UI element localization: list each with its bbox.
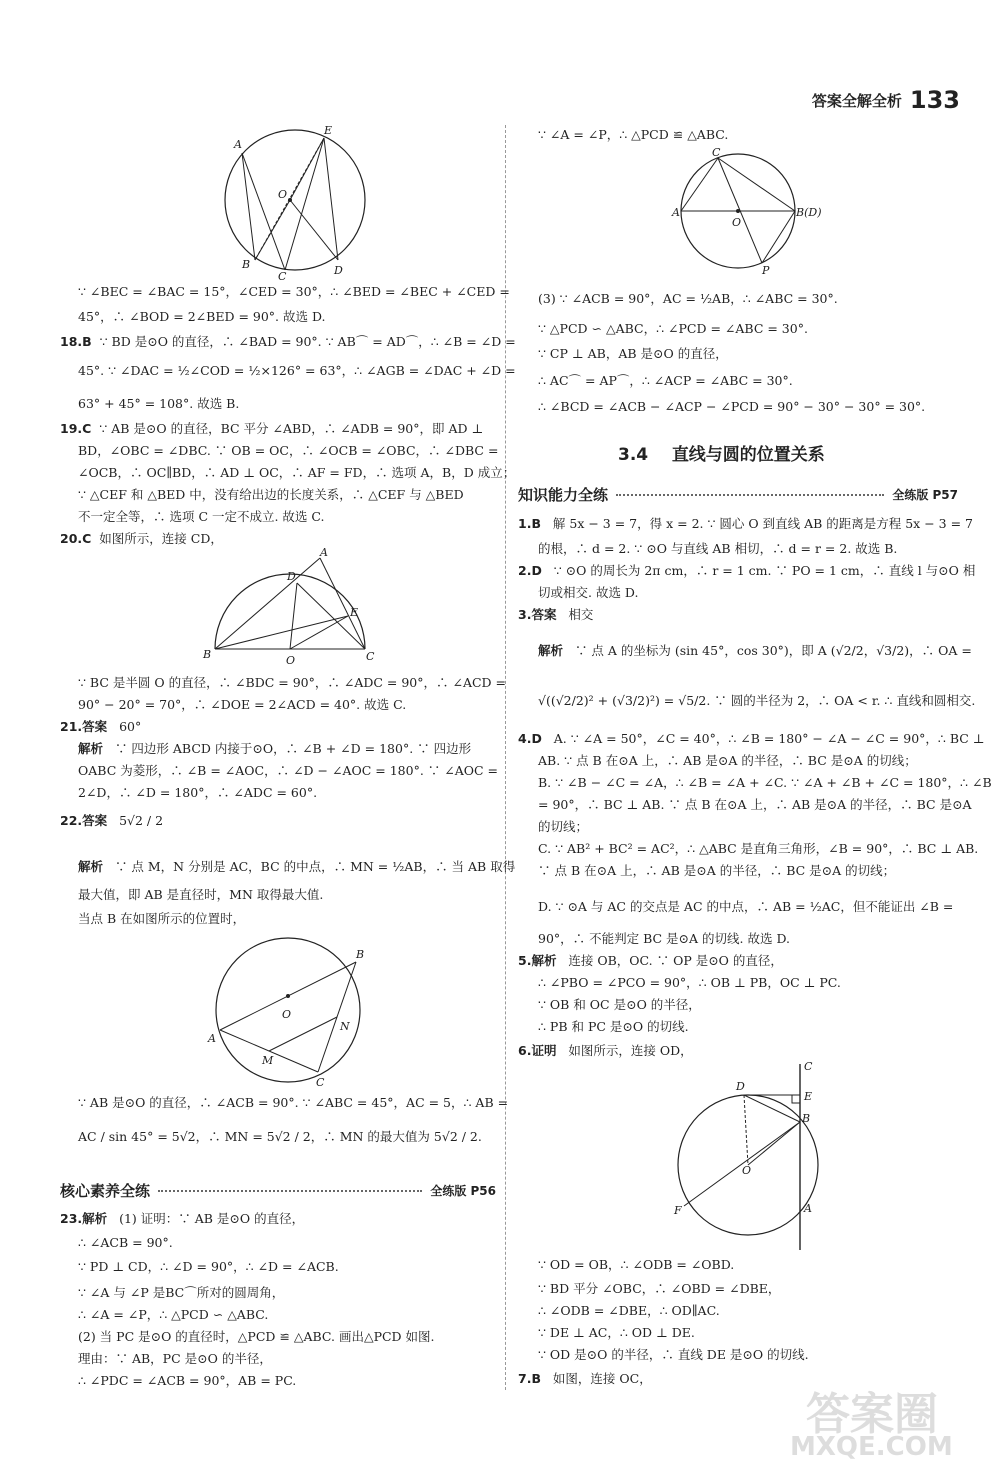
- fig3-label-m: M: [262, 1054, 274, 1067]
- fig4-label-p: P: [762, 264, 770, 277]
- text-line: 2∠D，∴ ∠D = 180°，∴ ∠ADC = 60°.: [78, 785, 318, 800]
- text-line: 不一定全等，∴ 选项 C 一定不成立. 故选 C.: [78, 509, 325, 524]
- text-line: ∴ ∠ODB = ∠DBE，∴ OD∥AC.: [538, 1303, 720, 1318]
- section-bar-version: 全练版 P57: [892, 488, 958, 502]
- analysis-label: 解析: [78, 859, 104, 874]
- text-line: (2) 当 PC 是⊙O 的直径时，△PCD ≌ △ABC. 画出△PCD 如图.: [78, 1329, 435, 1344]
- text-line: ∵ △CEF 和 △BED 中，没有给出边的长度关系，∴ △CEF 与 △BED: [78, 487, 464, 502]
- text-line: 当点 B 在如图所示的位置时，: [78, 911, 246, 926]
- question-number: 23.解析: [60, 1211, 108, 1226]
- fig3-label-a: A: [208, 1032, 216, 1045]
- fig5-label-a: A: [804, 1202, 812, 1215]
- text-line: 45°，∴ ∠BOD = 2∠BED = 90°. 故选 D.: [78, 309, 326, 324]
- text-line: 的切线；: [538, 819, 589, 834]
- header-title: 答案全解全析: [811, 91, 902, 110]
- fig5-label-d: D: [736, 1080, 745, 1093]
- fig1-label-d: D: [334, 264, 343, 277]
- answer-text: (1) 证明：∵ AB 是⊙O 的直径，: [119, 1211, 305, 1226]
- text-line: 63° + 45° = 108°. 故选 B.: [78, 396, 240, 411]
- text-line: ∴ ∠A = ∠P，∴ △PCD ∽ △ABC.: [78, 1307, 269, 1322]
- text-line: ∴ ∠PBO = ∠PCO = 90°，∴ OB ⊥ PB，OC ⊥ PC.: [538, 975, 841, 990]
- text-line: ∵ OB 和 OC 是⊙O 的半径，: [538, 997, 701, 1012]
- text-line: OABC 为菱形，∴ ∠B = ∠AOC，∴ ∠D − ∠AOC = 180°. ∵ ∠AOC =: [78, 763, 499, 778]
- fig4-label-c: C: [712, 146, 721, 159]
- analysis-line: [78, 858, 515, 876]
- text-line: ∵ CP ⊥ AB，AB 是⊙O 的直径，: [538, 346, 728, 361]
- question-number: 5.解析: [518, 953, 557, 968]
- text-line: 90° − 20° = 70°，∴ ∠DOE = 2∠ACD = 40°. 故选 C.: [78, 697, 407, 712]
- text-line: 切或相交. 故选 D.: [538, 585, 639, 600]
- fig2-label-a: A: [320, 546, 328, 559]
- answer-3: [518, 606, 593, 624]
- text-line: ∵ BD 平分 ∠OBC，∴ ∠OBD = ∠DBE，: [538, 1281, 781, 1296]
- text-line: ∵ ∠A 与 ∠P 是BC⌒所对的圆周角，: [78, 1285, 285, 1300]
- answer-text: 如图，连接 OC，: [552, 1371, 652, 1386]
- fig2-label-e: E: [350, 606, 359, 619]
- text-line: BD，∠OBC = ∠DBC. ∵ OB = OC，∴ ∠OCB = ∠OBC，∴ ∠DBC =: [78, 443, 499, 458]
- fig4-label-o: O: [732, 216, 742, 229]
- question-18: [60, 333, 516, 351]
- answer-2: [518, 562, 975, 580]
- text-line: C. ∵ AB² + BC² = AC²，∴ △ABC 是直角三角形，∠B = 90°，∴ BC ⊥ AB.: [538, 841, 979, 856]
- fig3-label-c: C: [316, 1076, 325, 1089]
- page-number: 133: [909, 86, 960, 114]
- text-line: ∵ ∠A = ∠P，∴ △PCD ≌ △ABC.: [538, 127, 729, 142]
- fig3-label-o: O: [282, 1008, 292, 1021]
- section-title: [618, 440, 825, 465]
- text-line: ∴ ∠ACB = 90°.: [78, 1235, 173, 1250]
- answer-text: ∵ 点 M，N 分别是 AC，BC 的中点，∴ MN = ½AB，∴ 当 AB 取得: [114, 859, 516, 874]
- watermark-logo: 答案圈: [806, 1389, 938, 1440]
- answer-text: 连接 OB，OC. ∵ OP 是⊙O 的直径，: [568, 953, 783, 968]
- answer-5: [518, 952, 783, 970]
- text-line: ∴ AC⌒ = AP⌒，∴ ∠ACP = ∠ABC = 30°.: [538, 373, 793, 388]
- text-line: AC / sin 45° = 5√2，∴ MN = 5√2 / 2，∴ MN 的最大值为 5√2 / 2.: [78, 1129, 482, 1144]
- text-line: (3) ∵ ∠ACB = 90°，AC = ½AB，∴ ∠ABC = 30°.: [538, 291, 838, 306]
- figure-circle-1: [220, 120, 390, 283]
- fig1-label-a: A: [234, 138, 242, 151]
- fig2-label-b: B: [203, 648, 212, 661]
- answer-text: ∵ 四边形 ABCD 内接于⊙O，∴ ∠B + ∠D = 180°. ∵ 四边形: [114, 741, 472, 756]
- text-line: ∵ PD ⊥ CD，∴ ∠D = 90°，∴ ∠D = ∠ACB.: [78, 1259, 339, 1274]
- text-line: 理由：∵ AB，PC 是⊙O 的半径，: [78, 1351, 272, 1366]
- answer-7: [518, 1370, 652, 1388]
- question-number: 3.答案: [518, 607, 557, 622]
- answer-6: [518, 1042, 693, 1060]
- figure-semicircle: [200, 546, 380, 666]
- section-number: 3.4: [618, 445, 649, 465]
- fig5-label-c: C: [804, 1060, 813, 1073]
- figure-circle-4: [672, 146, 838, 277]
- fig2-label-c: C: [366, 650, 375, 663]
- answer-text: 解 5x − 3 = 7，得 x = 2. ∵ 圆心 O 到直线 AB 的距离是方程 5x − 3 = 7: [552, 516, 973, 531]
- fig5-label-o: O: [742, 1164, 752, 1177]
- fig1-label-e: E: [324, 124, 333, 137]
- question-20: [60, 530, 223, 548]
- answer-text: ∵ ⊙O 的周长为 2π cm，∴ r = 1 cm. ∵ PO = 1 cm，∴ 直线 l 与⊙O 相: [553, 563, 976, 578]
- text-line: 的根，∴ d = 2. ∵ ⊙O 与直线 AB 相切，∴ d = r = 2. 故选 B.: [538, 541, 898, 556]
- section-bar-title: 核心素养全练: [60, 1182, 151, 1200]
- analysis-line: [538, 642, 972, 660]
- text-line: 最大值，即 AB 是直径时，MN 取得最大值.: [78, 887, 324, 902]
- text-line: 45°. ∵ ∠DAC = ½∠COD = ½×126° = 63°，∴ ∠AGB = ∠DAC + ∠D =: [78, 363, 516, 378]
- question-22: [60, 812, 163, 830]
- text-line: ∵ △PCD ∽ △ABC，∴ ∠PCD = ∠ABC = 30°.: [538, 321, 808, 336]
- text-line: √((√2/2)² + (√3/2)²) = √5/2. ∵ 圆的半径为 2，∴ OA < r. ∴ 直线和圆相交.: [538, 693, 976, 708]
- section-bar-version: 全练版 P56: [430, 1184, 496, 1198]
- text-line: ∵ OD 是⊙O 的半径，∴ 直线 DE 是⊙O 的切线.: [538, 1347, 809, 1362]
- text-line: ∴ ∠BCD = ∠ACB − ∠ACP − ∠PCD = 90° − 30° − 30° = 30°.: [538, 399, 926, 414]
- question-number: 22.答案: [60, 813, 108, 828]
- answer-text: ∵ AB 是⊙O 的直径，BC 平分 ∠ABD，∴ ∠ADB = 90°，即 AD ⊥: [99, 421, 484, 436]
- answer-value: 相交: [568, 607, 594, 622]
- question-number: 4.D: [518, 731, 542, 746]
- answer-value: 60°: [119, 719, 142, 734]
- question-number: 7.B: [518, 1371, 541, 1386]
- section-heading: 直线与圆的位置关系: [671, 445, 825, 465]
- text-line: ∴ ∠PDC = ∠ACB = 90°，AB = PC.: [78, 1373, 297, 1388]
- fig3-label-n: N: [340, 1020, 350, 1033]
- figure-circle-5: [668, 1062, 818, 1252]
- fig2-label-o: O: [286, 654, 296, 667]
- fig1-label-c: C: [278, 270, 287, 283]
- answer-text: A. ∵ ∠A = 50°，∠C = 40°，∴ ∠B = 180° − ∠A − ∠C = 90°，∴ BC ⊥: [553, 731, 985, 746]
- dotted-leader: [158, 1190, 422, 1192]
- fig5-label-b: B: [802, 1112, 811, 1125]
- answer-text: 如图所示，连接 CD，: [99, 531, 223, 546]
- section-bar-title: 知识能力全练: [518, 486, 609, 504]
- dotted-leader: [616, 494, 884, 496]
- section-bar-core: [60, 1180, 496, 1201]
- text-line: B. ∵ ∠B − ∠C = ∠A，∴ ∠B = ∠A + ∠C. ∵ ∠A + ∠B + ∠C = 180°，∴ ∠B: [538, 775, 992, 790]
- answer-text: ∵ BD 是⊙O 的直径，∴ ∠BAD = 90°. ∵ AB⌒ = AD⌒，∴ ∠B = ∠D =: [99, 334, 516, 349]
- text-line: AB. ∵ 点 B 在⊙A 上，∴ AB 是⊙A 的半径，∴ BC 是⊙A 的切线；: [538, 753, 917, 768]
- answer-text: 如图所示，连接 OD，: [568, 1043, 693, 1058]
- question-19: [60, 420, 483, 438]
- question-number: 18.B: [60, 334, 92, 349]
- text-line: 90°，∴ 不能判定 BC 是⊙A 的切线. 故选 D.: [538, 931, 791, 946]
- analysis-label: 解析: [538, 643, 564, 658]
- analysis-line: [78, 740, 471, 758]
- text-line: ∵ AB 是⊙O 的直径，∴ ∠ACB = 90°. ∵ ∠ABC = 45°，AC = 5，∴ AB =: [78, 1095, 509, 1110]
- text-line: ∠OCB，∴ OC∥BD，∴ AD ⊥ OC，∴ AF = FD，∴ 选项 A，B，D 成立；: [78, 465, 516, 480]
- fig5-label-f: F: [674, 1204, 682, 1217]
- text-line: ∵ OD = OB，∴ ∠ODB = ∠OBD.: [538, 1257, 735, 1272]
- text-line: D. ∵ ⊙A 与 AC 的交点是 AC 的中点，∴ AB = ½AC，但不能证出 ∠B =: [538, 899, 954, 914]
- question-number: 21.答案: [60, 719, 108, 734]
- analysis-label: 解析: [78, 741, 104, 756]
- figure-circle-3: [206, 930, 376, 1090]
- text-line: = 90°，∴ BC ⊥ AB. ∵ 点 B 在⊙A 上，∴ AB 是⊙A 的半径，∴ BC 是⊙A: [538, 797, 972, 812]
- answer-value: 5√2 / 2: [119, 813, 164, 828]
- fig5-label-e: E: [804, 1090, 813, 1103]
- fig4-label-bd: B(D): [796, 206, 822, 219]
- question-23: [60, 1210, 304, 1228]
- fig3-label-b: B: [356, 948, 365, 961]
- fig4-label-a: A: [672, 206, 680, 219]
- text-line: ∵ 点 B 在⊙A 上，∴ AB 是⊙A 的半径，∴ BC 是⊙A 的切线；: [538, 863, 896, 878]
- answer-text: ∵ 点 A 的坐标为 (sin 45°，cos 30°)，即 A (√2/2，√3/2)，∴ OA =: [574, 643, 972, 658]
- column-divider: [505, 125, 506, 1390]
- watermark-url: MXQE.COM: [790, 1432, 953, 1462]
- fig1-label-b: B: [242, 258, 251, 271]
- answer-4: [518, 730, 985, 748]
- text-line: ∴ PB 和 PC 是⊙O 的切线.: [538, 1019, 689, 1034]
- question-number: 2.D: [518, 563, 542, 578]
- question-number: 20.C: [60, 531, 92, 546]
- answer-1: [518, 515, 973, 533]
- question-number: 1.B: [518, 516, 541, 531]
- section-bar-knowledge: [518, 484, 958, 505]
- question-21: [60, 718, 141, 736]
- text-line: ∵ BC 是半圆 O 的直径，∴ ∠BDC = 90°，∴ ∠ADC = 90°，∴ ∠ACD =: [78, 675, 507, 690]
- question-number: 6.证明: [518, 1043, 557, 1058]
- fig1-label-o: O: [278, 188, 288, 201]
- text-line: ∵ ∠BEC = ∠BAC = 15°，∠CED = 30°，∴ ∠BED = ∠BEC + ∠CED =: [78, 284, 510, 299]
- question-number: 19.C: [60, 421, 92, 436]
- fig2-label-d: D: [287, 570, 296, 583]
- page-header: [812, 86, 960, 114]
- text-line: ∵ DE ⊥ AC，∴ OD ⊥ DE.: [538, 1325, 695, 1340]
